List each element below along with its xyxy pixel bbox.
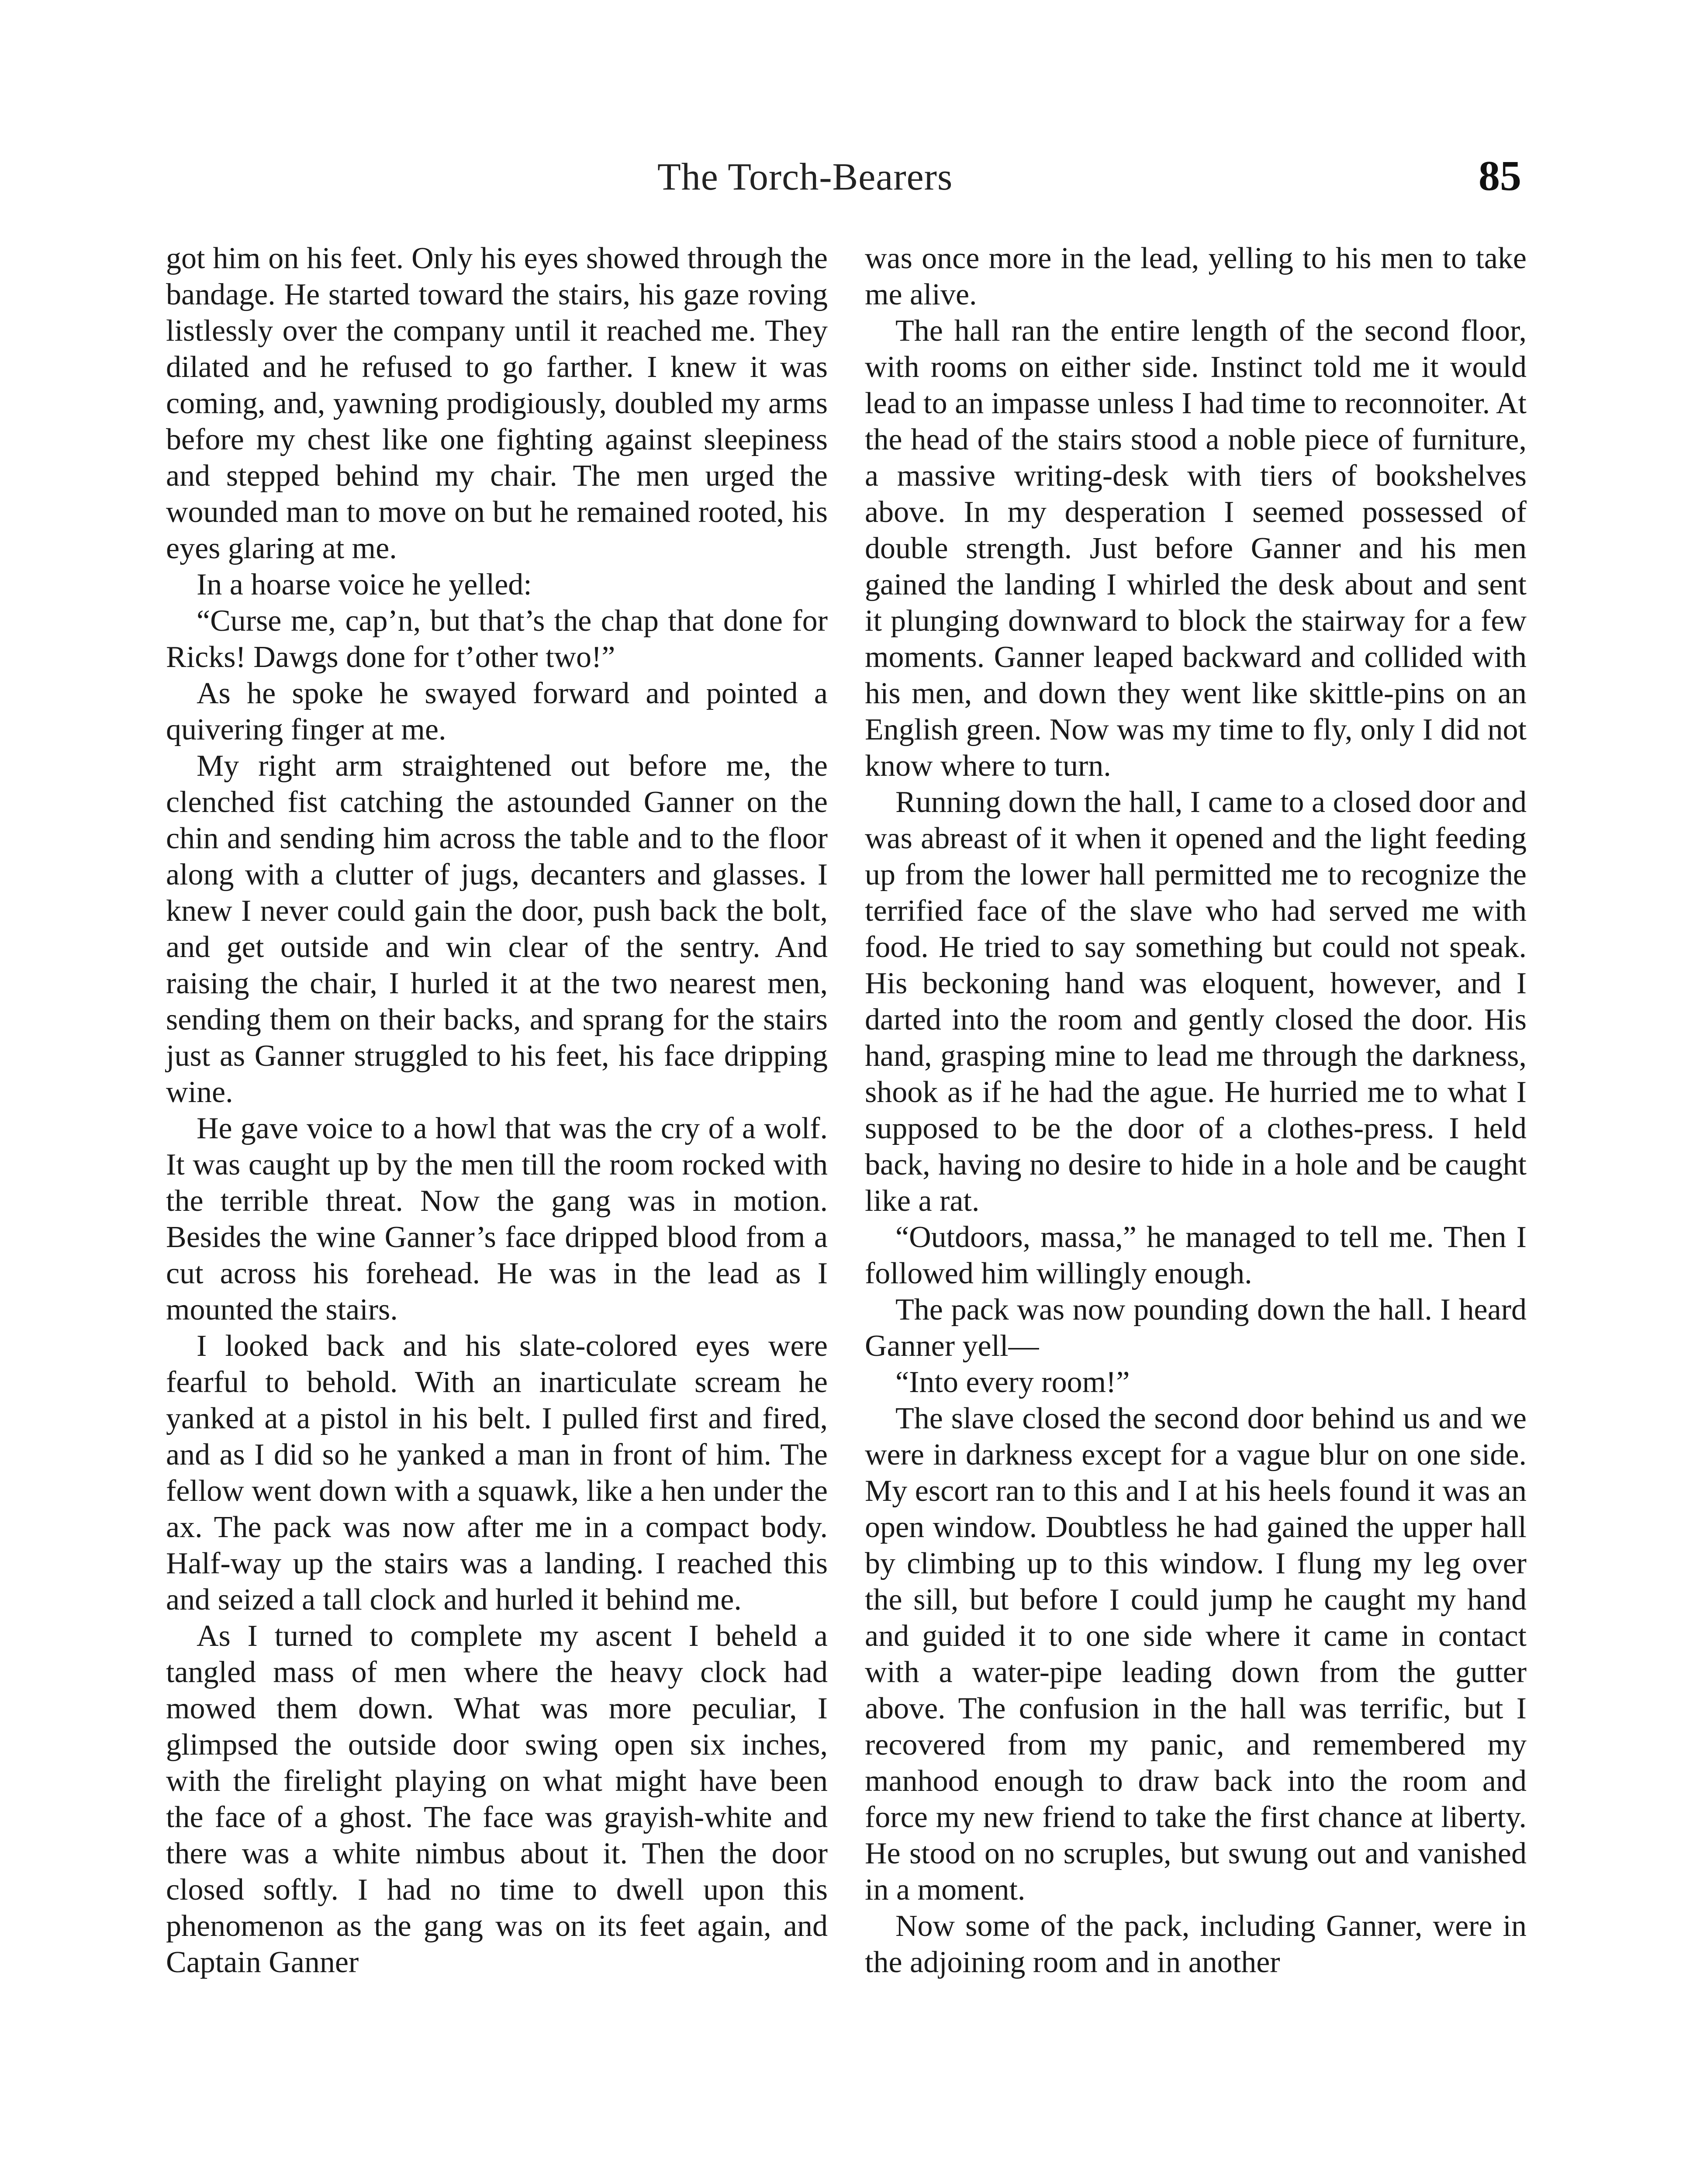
paragraph: Running down the hall, I came to a closed door and was abreast of it when it opened and the light feeding up from the lower hall permitted me to recognize the terrified face of the slave who had served me with food. He tried to say something but could not speak. His beckoning hand was eloquent, however, and I darted into the room and gently closed the door. His hand, grasping mine to lead me through the darkness, shook as if he had the ague. He hurried me to what I supposed to be the door of a clothes-press. I held back, having no desire to hide in a hole and be caught like a rat. <box>865 785 1527 1218</box>
paragraph: He gave voice to a howl that was the cry of a wolf. It was caught up by the men till the room rocked with the terrible threat. Now the gang was in motion. Besides the wine Ganner’s face dripped blood from a cut across his forehead. He was in the lead as I mounted the stairs. <box>166 1112 828 1327</box>
paragraph: I looked back and his slate-colored eyes were fearful to behold. With an inarticulate scream he yanked at a pistol in his belt. I pulled first and fired, and as I did so he yanked a man in front of him. The fellow went down with a squawk, like a hen under the ax. The pack was now after me in a compact body. Half-way up the stairs was a landing. I reached this and seized a tall clock and hurled it behind me. <box>166 1329 828 1617</box>
paragraph: In a hoarse voice he yelled: <box>197 568 532 601</box>
paragraph: was once more in the lead, yelling to his men to take me alive. <box>865 242 1527 311</box>
right-text-column <box>865 240 1527 1980</box>
paragraph: “Outdoors, massa,” he managed to tell me. Then I followed him willingly enough. <box>865 1220 1527 1290</box>
paragraph: got him on his feet. Only his eyes showed through the bandage. He started toward the stairs, his gaze roving listlessly over the company until it reached me. They dilated and he refused to go farther. I knew it was coming, and, yawning prodigiously, doubled my arms before my chest like one fighting against sleepiness and stepped behind my chair. The men urged the wounded man to move on but he remained rooted, his eyes glaring at me. <box>166 242 828 565</box>
paragraph: As I turned to complete my ascent I beheld a tangled mass of men where the heavy clock had mowed them down. What was more peculiar, I glimpsed the outside door swing open six inches, with the firelight playing on what might have been the face of a ghost. The face was grayish-white and there was a white nimbus about it. Then the door closed softly. I had no time to dwell upon this phenomenon as the gang was on its feet again, and Captain Ganner <box>166 1619 828 1979</box>
page-number: 85 <box>1479 152 1521 200</box>
page-header <box>0 152 1686 207</box>
paragraph: The slave closed the second door behind us and we were in darkness except for a vague blur on one side. My escort ran to this and I at his heels found it was an open window. Doubtless he had gained the upper hall by climbing up to this window. I flung my leg over the sill, but before I could jump he caught my hand and guided it to one side where it came in contact with a water-pipe leading down from the gutter above. The confusion in the hall was terrific, but I recovered from my panic, and remembered my manhood enough to draw back into the room and force my new friend to take the first chance at liberty. He stood on no scruples, but swung out and vanished in a moment. <box>865 1402 1527 1907</box>
left-text-column <box>166 240 828 1980</box>
paragraph: “Into every room!” <box>895 1365 1130 1399</box>
paragraph: The hall ran the entire length of the second floor, with rooms on either side. Instinct told me it would lead to an impasse unless I had time to reconnoiter. At the head of the stairs stood a noble piece of furniture, a massive writing-desk with tiers of bookshelves above. In my desperation I seemed possessed of double strength. Just before Ganner and his men gained the landing I whirled the desk about and sent it plunging downward to block the stairway for a few moments. Ganner leaped backward and collided with his men, and down they went like skittle-pins on an English green. Now was my time to fly, only I did not know where to turn. <box>865 314 1527 783</box>
paragraph: The pack was now pounding down the hall. I heard Ganner yell— <box>865 1293 1527 1363</box>
running-title: The Torch-Bearers <box>657 156 953 198</box>
paragraph: “Curse me, cap’n, but that’s the chap that done for Ricks! Dawgs done for t’other two!” <box>166 604 828 674</box>
paragraph: My right arm straightened out before me, the clenched fist catching the astounded Ganner on the chin and sending him across the table and to the floor along with a clutter of jugs, decanters and glasses. I knew I never could gain the door, push back the bolt, and get outside and win clear of the sentry. And raising the chair, I hurled it at the two nearest men, sending them on their backs, and sprang for the stairs just as Ganner struggled to his feet, his face dripping wine. <box>166 749 828 1109</box>
paragraph: As he spoke he swayed forward and pointed a quivering finger at me. <box>166 677 828 746</box>
paragraph: Now some of the pack, including Ganner, were in the adjoining room and in another <box>865 1909 1527 1979</box>
